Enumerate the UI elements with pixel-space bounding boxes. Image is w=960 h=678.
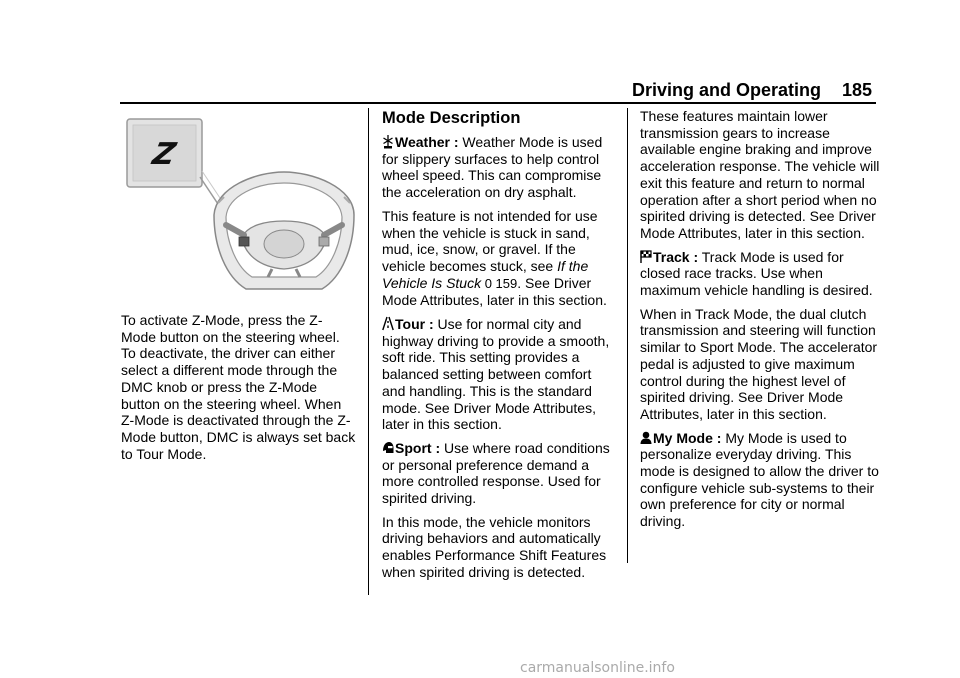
watermark: carmanualsonline.info xyxy=(520,660,675,676)
zmode-paragraph: To activate Z-Mode, press the Z-Mode button on the steering wheel. To deactivate, the driver can either select a different mode through the DMC knob or press the Z-Mode button on the steering wheel. When Z-Mode is deactivated through the Z-Mode button, DMC is always set back to Tour Mode. xyxy=(121,312,356,462)
track-paragraph-2: When in Track Mode, the dual clutch transmission and steering will function similar to Sport Mode. The accelerator pedal is adjusted to give maximum control during the highest level of spirited driving. See Driver Mode Attributes, later in this section. xyxy=(640,305,878,422)
track-paragraph xyxy=(640,249,880,299)
weather-paragraph xyxy=(382,134,618,201)
column-3 xyxy=(640,108,880,537)
steering-wheel-figure xyxy=(126,117,358,297)
weather-term: Weather : xyxy=(395,134,459,150)
weather-text: Weather Mode is used for slippery surfaces to help control wheel speed. This can compromise the acceleration on dry asphalt. xyxy=(382,134,603,201)
z-mode-label: Z xyxy=(149,137,179,172)
performance-paragraph: These features maintain lower transmission gears to increase available engine braking and improve acceleration response. The vehicle will exit this feature and return to normal operation after a short period when no spirited driving is detected. See Driver Mode Attributes, later in this section. xyxy=(640,108,880,241)
stuck-link[interactable]: If the Vehicle Is Stuck xyxy=(382,257,589,291)
column-divider-1 xyxy=(368,108,369,595)
track-flag-icon xyxy=(640,249,652,264)
track-term: Track : xyxy=(653,248,699,265)
column-1 xyxy=(121,312,356,469)
mymode-text: My Mode is used to personalize everyday driving. This mode is designed to allow the driver to configure vehicle sub-systems to their own preference for city or normal driving. xyxy=(640,429,879,530)
header-rule xyxy=(120,102,876,104)
sport-helmet-icon xyxy=(382,440,394,455)
mymode-paragraph xyxy=(640,430,880,530)
mymode-term: My Mode : xyxy=(653,429,722,446)
track-text: Track Mode is used for closed race tracks. Use when maximum vehicle handling is desired. xyxy=(640,248,873,299)
tour-road-icon xyxy=(382,316,394,331)
weather-paragraph-2 xyxy=(382,208,618,309)
weather-p2-text-a: This feature is not intended for use when the vehicle is stuck in sand, mud, ice, snow, or gravel. If the vehicle becomes stuck, see xyxy=(382,207,598,274)
column-divider-2 xyxy=(627,108,628,563)
weather-snowflake-icon xyxy=(382,134,394,149)
tour-paragraph xyxy=(382,316,618,433)
page-header-title: Driving and Operating xyxy=(632,80,822,100)
sport-term: Sport : xyxy=(395,439,441,456)
page-ref: 0 159 xyxy=(484,275,518,291)
tour-text: Use for normal city and highway driving to provide a smooth, soft ride. This setting provides a balanced setting between comfort and handling. This is the standard mode. See Driver Mode Attributes, later in this section. xyxy=(382,316,610,433)
sport-paragraph xyxy=(382,440,618,507)
mymode-person-icon xyxy=(640,430,652,445)
sport-text: Use where road conditions or personal preference demand a more controlled response. Used for spirited driving. xyxy=(382,439,610,507)
column-2 xyxy=(382,108,618,588)
tour-term: Tour : xyxy=(395,316,434,333)
weather-p2-text-b: . See Driver Mode Attributes, later in this section. xyxy=(382,274,607,309)
section-title: Mode Description xyxy=(382,109,521,127)
page-number: 185 xyxy=(842,80,873,100)
sport-paragraph-2: In this mode, the vehicle monitors driving behaviors and automatically enables Performance Shift Features when spirited driving is detected. xyxy=(382,513,607,580)
